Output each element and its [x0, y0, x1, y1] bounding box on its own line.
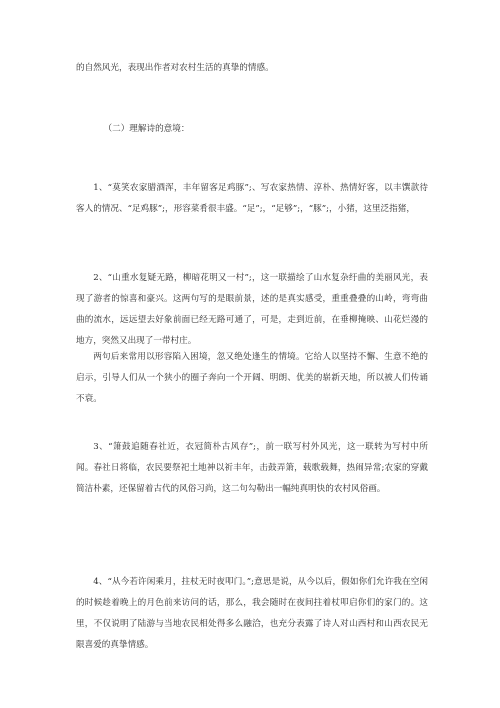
paragraph-4: 3、“箫鼓追随春社近，衣冠简朴古风存”;，前一联写村外风光，这一联转为写村中所闻。春社日将临，农民要祭祀土地神以祈丰年，击鼓弄箫，载歌载舞，热闹异常;农家的穿戴简洁朴素，还保留着古代的风俗习尚，这二句勾勒出一幅纯真明快的农村风俗画。 [76, 442, 428, 494]
section-heading: （二）理解诗的意境： [103, 124, 190, 134]
paragraph-3: 两句后来常用以形容陷入困境，忽又绝处逢生的情境。它给人以坚持不懈、生意不绝的启示，引导人们从一个狭小的圈子奔向一个开阔、明朗、优美的崭新天地，所以被人们传诵不衰。 [76, 352, 428, 404]
paragraph-2: 2、“山重水复疑无路，柳暗花明又一村”;，这一联描绘了山水复杂纡曲的美丽风光，表现了游者的惊喜和豪兴。这两句写的是眼前景，述的是真实感受，重重叠叠的山岭，弯弯曲曲的流水，远远望去好象前面已经无路可通了，可是，走到近前，在垂柳掩映、山花烂漫的地方，突然又出现了一带村庄。 [76, 273, 428, 346]
intro-line: 的自然风光，表现出作者对农村生活的真挚的情感。 [76, 63, 274, 73]
paragraph-5: 4、“从今若许闲乘月，拄杖无时夜叩门。”;意思是说，从今以后，假如你们允许我在空闲的时候趁着晚上的月色前来访问的话，那么，我会随时在夜间拄着杖叩启你们的家门的。这里，不仅说明了陆游与当地农民相处得多么融洽，也充分表露了诗人对山西村和山西农民无限喜爱的真挚情感。 [76, 577, 428, 650]
paragraph-1: 1、“莫笑农家腊酒浑，丰年留客足鸡豚”;、写农家热情、淳朴、热情好客，以丰馔款待客人的情况、“足鸡豚”;，形容菜肴很丰盛。“足”;，“足够”;，“豚”;，小猪，这里泛指猪， [76, 183, 428, 214]
